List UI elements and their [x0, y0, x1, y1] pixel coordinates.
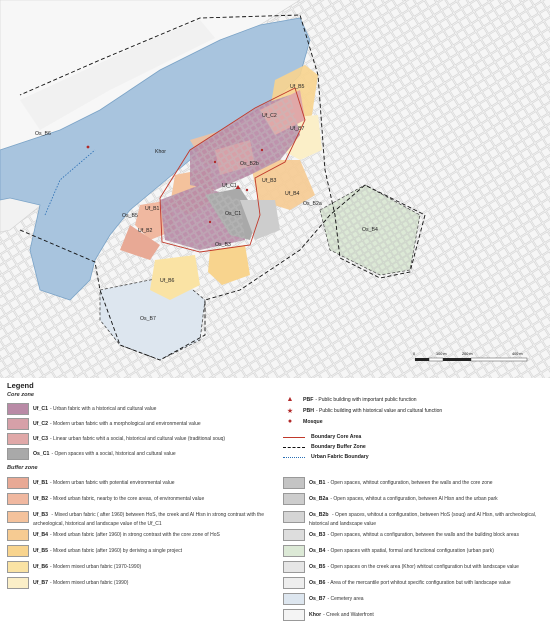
- solid-line-icon: [283, 437, 305, 438]
- legend-desc: - Open spaces, whitout a configuration, between Al Hisn and the urban park: [330, 496, 498, 502]
- swatch: [283, 511, 305, 523]
- legend-code: Os_C1: [33, 451, 50, 457]
- legend-row-os-b2a: [283, 493, 498, 505]
- legend-row-uf-b1: [7, 477, 175, 489]
- swatch: [7, 448, 29, 460]
- legend-desc: - Mixed urban fabric (after 1960) in strong contrast with the core zone of HoS: [50, 532, 220, 538]
- legend-desc: - Public building with historical value and cultural function: [315, 408, 443, 414]
- label-os-b6: Os_B6: [35, 131, 51, 137]
- legend-code: Uf_B3: [33, 512, 48, 518]
- legend-line-label: Boundary Buffer Zone: [311, 444, 366, 450]
- legend-desc: - Open spaces on the creek area (Khor) whitout configuration but with landscape value: [327, 564, 519, 570]
- label-uf-b4: Uf_B4: [285, 191, 300, 197]
- legend-row-os-c1: [7, 448, 176, 460]
- legend-symbol-pbf: [283, 396, 417, 403]
- label-uf-b1: Uf_B1: [145, 206, 160, 212]
- legend-row-uf-c2: [7, 418, 201, 430]
- swatch: [7, 545, 29, 557]
- label-os-b3: Os_B3: [215, 242, 231, 248]
- label-os-c1: Os_C1: [225, 211, 242, 217]
- legend-code: Os_B4: [309, 548, 326, 554]
- swatch: [7, 418, 29, 430]
- legend-code: Os_B2a: [309, 496, 329, 502]
- label-os-b4: Os_B4: [362, 227, 378, 233]
- scale-t3: 400 m: [512, 352, 523, 356]
- legend-symbol-pbh: [283, 407, 442, 415]
- legend-code: Mosque: [303, 418, 323, 425]
- label-os-b5: Os_B5: [122, 213, 138, 219]
- swatch: [283, 593, 305, 605]
- legend-desc: - Open spaces with spatial, formal and functional configuration (urban park): [327, 548, 494, 554]
- legend-desc: - Open spaces with a social, historical and cultural value: [51, 451, 176, 457]
- legend-code: PBH: [303, 408, 314, 414]
- legend-code: Uf_C1: [33, 406, 48, 412]
- swatch: [283, 529, 305, 541]
- legend-row-uf-c3: [7, 433, 225, 445]
- legend-code: Uf_B1: [33, 480, 48, 486]
- legend-code: Uf_B2: [33, 496, 48, 502]
- legend-code: Os_B7: [309, 596, 326, 602]
- legend-row-os-b4: [283, 545, 494, 557]
- label-uf-b6: Uf_B6: [160, 278, 175, 284]
- scale-t0: 0: [413, 352, 416, 356]
- legend-code: Uf_B6: [33, 564, 48, 570]
- label-khor: Khor: [155, 149, 166, 155]
- legend-desc: - Mixed urban fabric ( after 1960) between HoS, the creek and Al Hisn in strong contrast with the archeological, historical and landscape value of the Uf_C1: [33, 512, 264, 527]
- dotted-line-icon: [283, 457, 305, 458]
- legend-desc: - Modern urban fabric with a morphological and environmental value: [50, 421, 201, 427]
- legend-desc: - Open spaces, whitout configuration, between the walls and the core zone: [327, 480, 493, 486]
- legend-code: Uf_B7: [33, 580, 48, 586]
- legend-row-uf-b7: [7, 577, 128, 589]
- label-uf-b7: Uf_B7: [290, 126, 305, 132]
- swatch: [7, 577, 29, 589]
- legend-code: Khor: [309, 612, 322, 618]
- swatch: [283, 545, 305, 557]
- legend-line-fabric: [283, 454, 369, 460]
- swatch: [7, 529, 29, 541]
- legend-row-uf-c1: [7, 403, 156, 415]
- legend-row-uf-b2: [7, 493, 204, 505]
- legend-row-os-b5: [283, 561, 519, 573]
- label-uf-c2: Uf_C2: [262, 113, 277, 119]
- legend-code: Uf_B5: [33, 548, 48, 554]
- swatch: [7, 561, 29, 573]
- label-os-b7: Os_B7: [140, 316, 156, 322]
- swatch: [283, 609, 305, 621]
- legend-code: PBF: [303, 396, 314, 403]
- label-uf-b3: Uf_B3: [262, 178, 277, 184]
- legend-row-os-b2b: [283, 509, 545, 525]
- legend-row-uf-b4: [7, 529, 220, 541]
- legend-row-os-b3: [283, 529, 519, 541]
- legend-code: Os_B6: [309, 580, 326, 586]
- legend-desc: - Public building with important public function: [315, 396, 417, 403]
- legend-desc: - Urban fabric with a historical and cultural value: [50, 406, 157, 412]
- legend-title: Legend: [7, 381, 34, 390]
- legend-desc: - Modern mixed urban fabric (1970-1990): [50, 564, 142, 570]
- legend-desc: - Open spaces, whitout a configuration, between HoS (souq) and Al Hisn, with archeological, historical and landscape value: [309, 512, 537, 527]
- legend-desc: - Modern urban fabric with potential environmental value: [50, 480, 175, 486]
- triangle-icon: ▲: [286, 396, 294, 403]
- legend-desc: - Creek and Waterfront: [323, 612, 374, 618]
- swatch: [283, 561, 305, 573]
- legend-line-label: Boundary Core Area: [311, 434, 362, 440]
- label-uf-b5: Uf_B5: [290, 84, 305, 90]
- circle-icon: ●: [287, 418, 293, 425]
- legend-line-core: [283, 434, 361, 440]
- star-icon: ★: [286, 408, 294, 415]
- dashed-line-icon: [283, 447, 305, 448]
- swatch: [7, 433, 29, 445]
- legend-code: Os_B2b: [309, 512, 329, 518]
- scale-t2: 200 m: [462, 352, 473, 356]
- swatch: [283, 577, 305, 589]
- legend-row-os-b6: [283, 577, 511, 589]
- legend-desc: - Cemetery area: [327, 596, 364, 602]
- legend-code: Os_B5: [309, 564, 326, 570]
- legend-row-khor: [283, 609, 374, 621]
- legend-symbol-mosque: [283, 418, 325, 425]
- legend-code: Uf_C3: [33, 436, 48, 442]
- legend-desc: - Area of the mercantile port whitout specific configuration but with landscape value: [327, 580, 511, 586]
- legend-row-uf-b5: [7, 545, 182, 557]
- legend-desc: - Mixed urban fabric, nearby to the core areas, of environmental value: [50, 496, 205, 502]
- label-uf-b2: Uf_B2: [138, 228, 153, 234]
- buffer-zone-heading: Buffer zone: [7, 465, 38, 471]
- swatch: [7, 477, 29, 489]
- legend-code: Os_B1: [309, 480, 326, 486]
- legend-row-os-b1: [283, 477, 493, 489]
- label-uf-c1: Uf_C1: [222, 183, 237, 189]
- scale-t1: 100 m: [436, 352, 447, 356]
- legend-line-label: Urban Fabric Boundary: [311, 454, 369, 460]
- legend-code: Os_B3: [309, 532, 326, 538]
- legend-row-os-b7: [283, 593, 364, 605]
- swatch: [283, 493, 305, 505]
- legend-panel: [0, 378, 550, 633]
- legend-desc: - Linear urban fabric whit a social, historical and cultural value (traditional souq): [50, 436, 226, 442]
- legend-desc: - Open spaces, whitout a configuration, between the walls and the building block areas: [327, 532, 519, 538]
- swatch: [7, 511, 29, 523]
- legend-row-uf-b3: [7, 509, 273, 525]
- swatch: [7, 493, 29, 505]
- swatch: [7, 403, 29, 415]
- legend-desc: - Modern mixed urban fabric (1990): [50, 580, 129, 586]
- legend-desc: - Mixed urban fabric (after 1960) by deriving a single project: [50, 548, 183, 554]
- legend-code: Uf_B4: [33, 532, 48, 538]
- core-zone-heading: Core zone: [7, 392, 35, 398]
- legend-row-uf-b6: [7, 561, 141, 573]
- legend-code: Uf_C2: [33, 421, 48, 427]
- label-os-b2a: Os_B2a: [303, 201, 322, 207]
- legend-line-buffer: [283, 444, 366, 450]
- swatch: [283, 477, 305, 489]
- label-os-b2b: Os_B2b: [240, 161, 259, 167]
